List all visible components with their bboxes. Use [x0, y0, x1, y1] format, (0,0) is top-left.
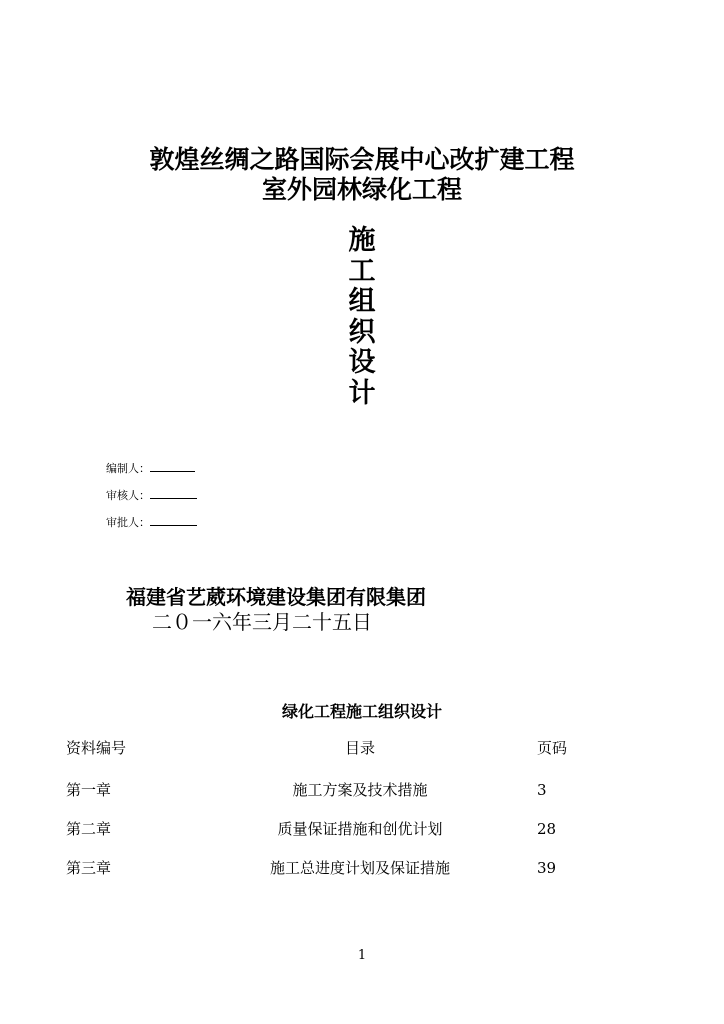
project-title-line2: 室外园林绿化工程: [261, 175, 462, 204]
vertical-title-char: 工: [348, 255, 376, 287]
signature-line: [150, 515, 197, 526]
toc-content: 施工总进度计划及保证措施: [269, 859, 450, 877]
vertical-title-char: 施: [348, 225, 376, 256]
signature-line: [150, 461, 195, 472]
toc-content: 质量保证措施和创优计划: [277, 820, 443, 838]
project-title-line1: 敦煌丝绸之路国际会展中心改扩建工程: [149, 145, 575, 174]
toc-header-code: 资料编号: [66, 739, 127, 757]
toc-page: 28: [537, 820, 557, 838]
toc-row: [0, 857, 724, 879]
signature-compiler: [106, 461, 195, 476]
vertical-title-char: 组: [348, 286, 376, 317]
toc-content: 施工方案及技术措施: [292, 781, 428, 799]
company-name: 福建省艺葳环境建设集团有限集团: [126, 585, 426, 609]
signature-label: 编制人：: [106, 462, 150, 475]
toc-header-row: [0, 737, 724, 759]
signature-label: 审核人：: [106, 489, 150, 502]
toc-header-page: 页码: [537, 739, 568, 757]
document-type-vertical-title: [336, 226, 388, 409]
vertical-title-char: 织: [348, 316, 376, 348]
toc-chapter: 第一章: [66, 781, 112, 799]
vertical-title-char: 计: [348, 377, 376, 409]
signature-reviewer: [106, 488, 197, 503]
toc-title: 绿化工程施工组织设计: [281, 702, 442, 721]
document-date: 二０一六年三月二十五日: [152, 610, 372, 634]
toc-header-content: 目录: [344, 739, 375, 757]
toc-chapter: 第二章: [66, 820, 112, 838]
signature-line: [150, 488, 197, 499]
vertical-title-char: 设: [348, 347, 376, 378]
toc-row: [0, 818, 724, 840]
toc-page: 3: [537, 781, 547, 799]
signature-approver: [106, 515, 197, 530]
toc-page: 39: [537, 859, 557, 877]
signature-label: 审批人：: [106, 516, 150, 529]
toc-chapter: 第三章: [66, 859, 112, 877]
toc-row: [0, 779, 724, 801]
page-number: 1: [357, 948, 367, 963]
